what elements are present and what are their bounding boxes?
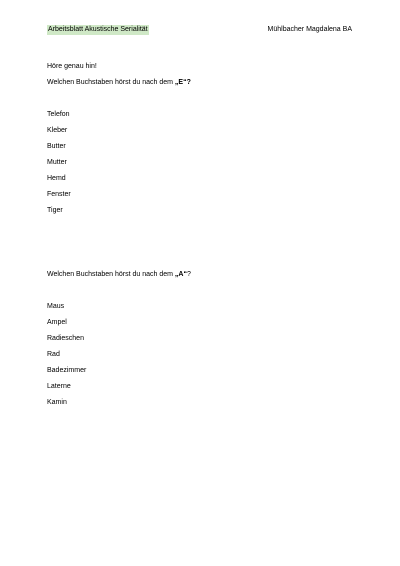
page-header: [47, 25, 352, 35]
word-a-4: Rad: [47, 351, 60, 358]
word-e-6: Fenster: [47, 191, 71, 198]
question-a-prefix: Welchen Buchstaben hörst du nach dem: [47, 271, 175, 278]
question-a-suffix: ?: [186, 271, 191, 278]
author-name: Mühlbacher Magdalena BA: [267, 26, 352, 33]
word-a-2: Ampel: [47, 319, 67, 326]
word-a-1: Maus: [47, 303, 65, 310]
question-e-letter: „E“?: [174, 79, 191, 86]
word-a-5: Badezimmer: [47, 367, 87, 374]
worksheet-title: Arbeitsblatt Akustische Serialität: [48, 26, 148, 33]
question-e-prefix: Welchen Buchstaben hörst du nach dem: [47, 79, 175, 86]
question-a: [47, 270, 191, 280]
word-e-7: Tiger: [47, 207, 63, 214]
word-e-2: Kleber: [47, 127, 68, 134]
word-e-4: Mutter: [47, 159, 67, 166]
word-e-1: Telefon: [47, 111, 70, 118]
question-a-letter: „A“: [174, 271, 187, 278]
word-e-5: Hemd: [47, 175, 66, 182]
word-a-3: Radieschen: [47, 335, 84, 342]
word-a-7: Kamin: [47, 399, 67, 406]
word-e-3: Butter: [47, 143, 66, 150]
word-a-6: Laterne: [47, 383, 71, 390]
question-e: [47, 78, 191, 88]
intro-text: Höre genau hin!: [47, 63, 97, 70]
